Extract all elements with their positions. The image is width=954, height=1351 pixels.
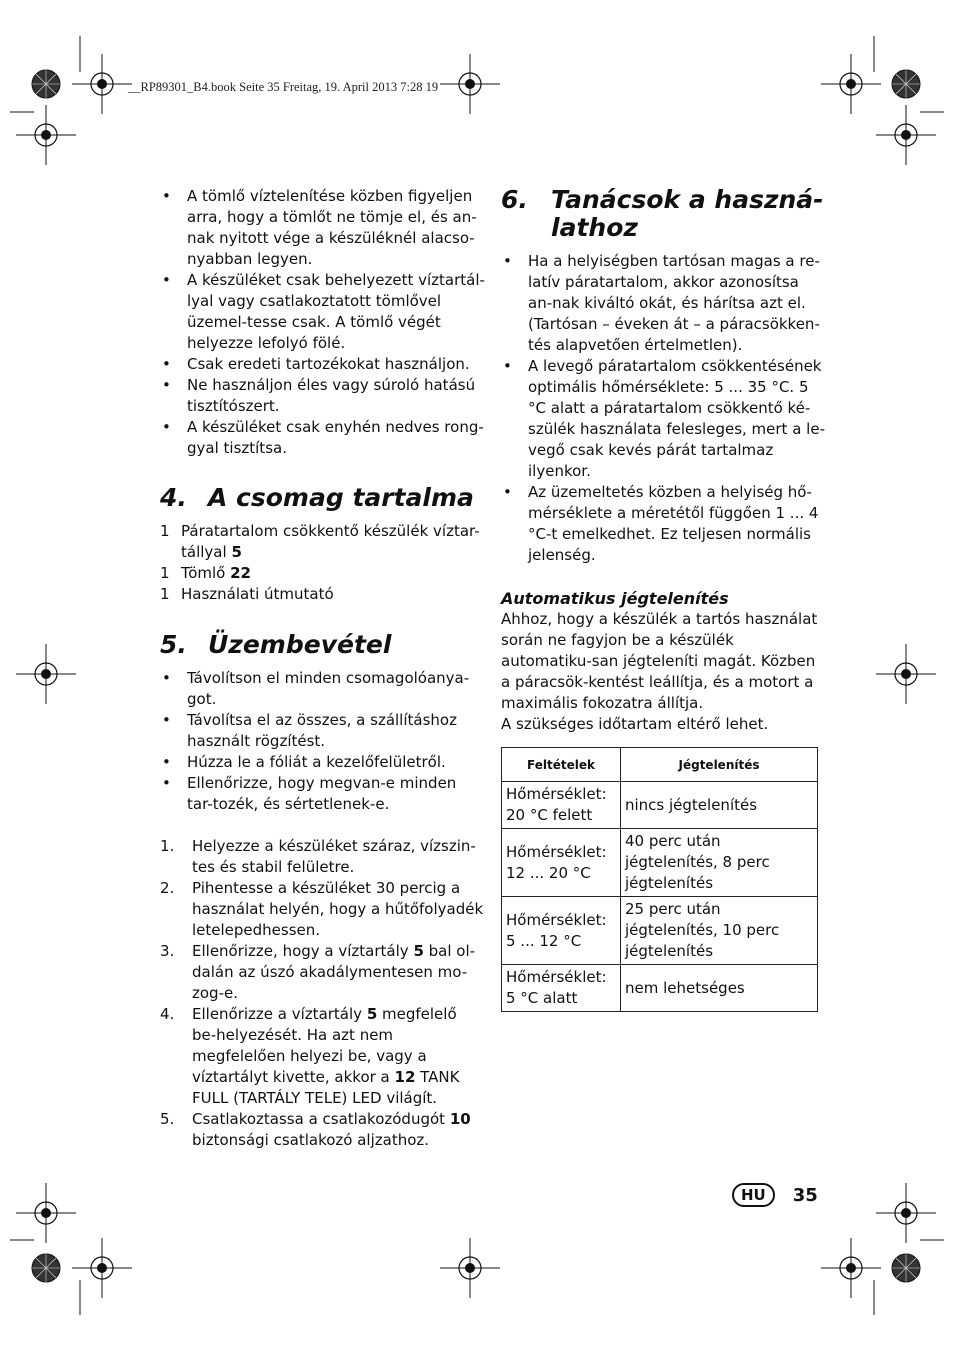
list-item: • Távolítsa el az összes, a szállításhoz használt rögzítést. xyxy=(160,710,485,752)
defrost-table xyxy=(501,747,818,1012)
table-row xyxy=(502,829,818,897)
language-badge: HU xyxy=(732,1183,775,1207)
table-row xyxy=(502,965,818,1012)
section-number: 4. xyxy=(160,483,187,512)
defrost-duration-note: A szükséges időtartam eltérő lehet. xyxy=(501,715,769,733)
section-title: A csomag tartalma xyxy=(208,483,474,512)
setup-steps-list xyxy=(160,836,485,1151)
page-number: 35 xyxy=(792,1184,818,1206)
step-item: 4. Ellenőrizze a víztartály 5 megfelelő be-helyezését. Ha azt nem megfelelően helyezi be, vagy a víztartályt kivette, akkor a 12 TANK FULL (TARTÁLY TELE) LED világít. xyxy=(160,1005,460,1107)
list-item: • A készüléket csak enyhén nedves rong-gyal tisztítsa. xyxy=(160,417,485,459)
table-cell: Hőmérséklet: 5 °C alatt xyxy=(502,965,621,1012)
list-item: 1 Tömlő 22 xyxy=(160,564,251,582)
list-item: • A készüléket csak behelyezett víztartál-lyal vagy csatlakoztatott tömlővel üzemel-tesse csak. A tömlő végét helyezze lefolyó fölé. xyxy=(160,270,485,354)
column-header: Jégtelenítés xyxy=(621,748,818,782)
table-row xyxy=(502,897,818,965)
list-item: • Húzza le a fóliát a kezelőfelületről. xyxy=(160,752,485,773)
column-header: Feltételek xyxy=(502,748,621,782)
step-item: 5. Csatlakoztassa a csatlakozódugót 10 biztonsági csatlakozó aljzathoz. xyxy=(160,1110,471,1149)
table-header-row xyxy=(502,748,818,782)
list-item: • Távolítson el minden csomagolóanya-got. xyxy=(160,668,485,710)
step-item: 2. Pihentesse a készüléket 30 percig a használat helyén, hogy a hűtőfolyadék letelepedhessen. xyxy=(160,879,484,939)
table-cell: nem lehetséges xyxy=(621,965,818,1012)
list-item: 1 Használati útmutató xyxy=(160,585,334,603)
section-title: Üzembevétel xyxy=(208,630,392,659)
section-4-heading xyxy=(160,484,485,512)
list-item: • Ellenőrizze, hogy megvan-e minden tar-tozék, és sértetlenek-e. xyxy=(160,773,485,815)
section-6-heading xyxy=(501,186,831,242)
defrost-heading: Automatikus jégtelenítés xyxy=(501,589,729,608)
table-cell: Hőmérséklet: 5 ... 12 °C xyxy=(502,897,621,965)
table-cell: 40 perc után jégtelenítés, 8 perc jégtelenítés xyxy=(621,829,818,897)
list-item: • A levegő páratartalom csökkentésének optimális hőmérséklete: 5 ... 35 °C. 5 °C alatt a páratartalom csökkentő ké-szülék használata felesleges, mert a le-vegő csak kevés párát tartalmaz ilyenkor. xyxy=(501,356,826,482)
table-cell: Hőmérséklet: 20 °C felett xyxy=(502,782,621,829)
list-item: • A tömlő víztelenítése közben figyeljen arra, hogy a tömlőt ne tömje el, és an-nak nyitott vége a készüléknél alacso-nyabban legyen. xyxy=(160,186,485,270)
step-item: 1. Helyezze a készüléket száraz, vízszin-tes és stabil felületre. xyxy=(160,837,476,876)
package-contents-list xyxy=(160,521,485,605)
left-column xyxy=(160,186,485,1151)
setup-bullet-list xyxy=(160,668,485,815)
section-number: 5. xyxy=(160,630,187,659)
step-item: 3. Ellenőrizze, hogy a víztartály 5 bal ol-dalán az úszó akadálymentesen mo-zog-e. xyxy=(160,942,476,1002)
defrost-paragraph: Ahhoz, hogy a készülék a tartós használat során ne fagyjon be a készülék automatiku-san jégteleníti magát. Közben a páracsök-kentést leállítja, és a motort a maximális fokozatra állítja. xyxy=(501,610,818,712)
table-cell: Hőmérséklet: 12 ... 20 °C xyxy=(502,829,621,897)
table-row xyxy=(502,782,818,829)
list-item: • Ha a helyiségben tartósan magas a re-latív páratartalom, akkor azonosítsa an-nak kiváltó okát, és hárítsa azt el. (Tartósan – éveken át – a páracsökken-tés alapvetően értelmetlen). xyxy=(501,251,826,356)
right-column xyxy=(501,186,826,1012)
section-5-heading xyxy=(160,631,485,659)
list-item: • Az üzemeltetés közben a helyiség hő-mérséklete a méretétől függően 1 ... 4 °C-t emelkedhet. Ez teljesen normális jelenség. xyxy=(501,482,826,566)
file-info-header: __RP89301_B4.book Seite 35 Freitag, 19. April 2013 7:28 19 xyxy=(128,80,439,94)
section-number: 6. xyxy=(501,185,528,214)
list-item: 1 Páratartalom csökkentő készülék víztar-tállyal 5 xyxy=(160,522,480,561)
list-item: • Ne használjon éles vagy súroló hatású tisztítószert. xyxy=(160,375,485,417)
list-item: • Csak eredeti tartozékokat használjon. xyxy=(160,354,485,375)
section-title: Tanácsok a haszná-lathoz xyxy=(551,185,824,242)
tips-bullet-list xyxy=(501,251,826,566)
table-cell: nincs jégtelenítés xyxy=(621,782,818,829)
intro-bullet-list xyxy=(160,186,485,459)
page-footer xyxy=(732,1183,818,1207)
table-cell: 25 perc után jégtelenítés, 10 perc jégtelenítés xyxy=(621,897,818,965)
